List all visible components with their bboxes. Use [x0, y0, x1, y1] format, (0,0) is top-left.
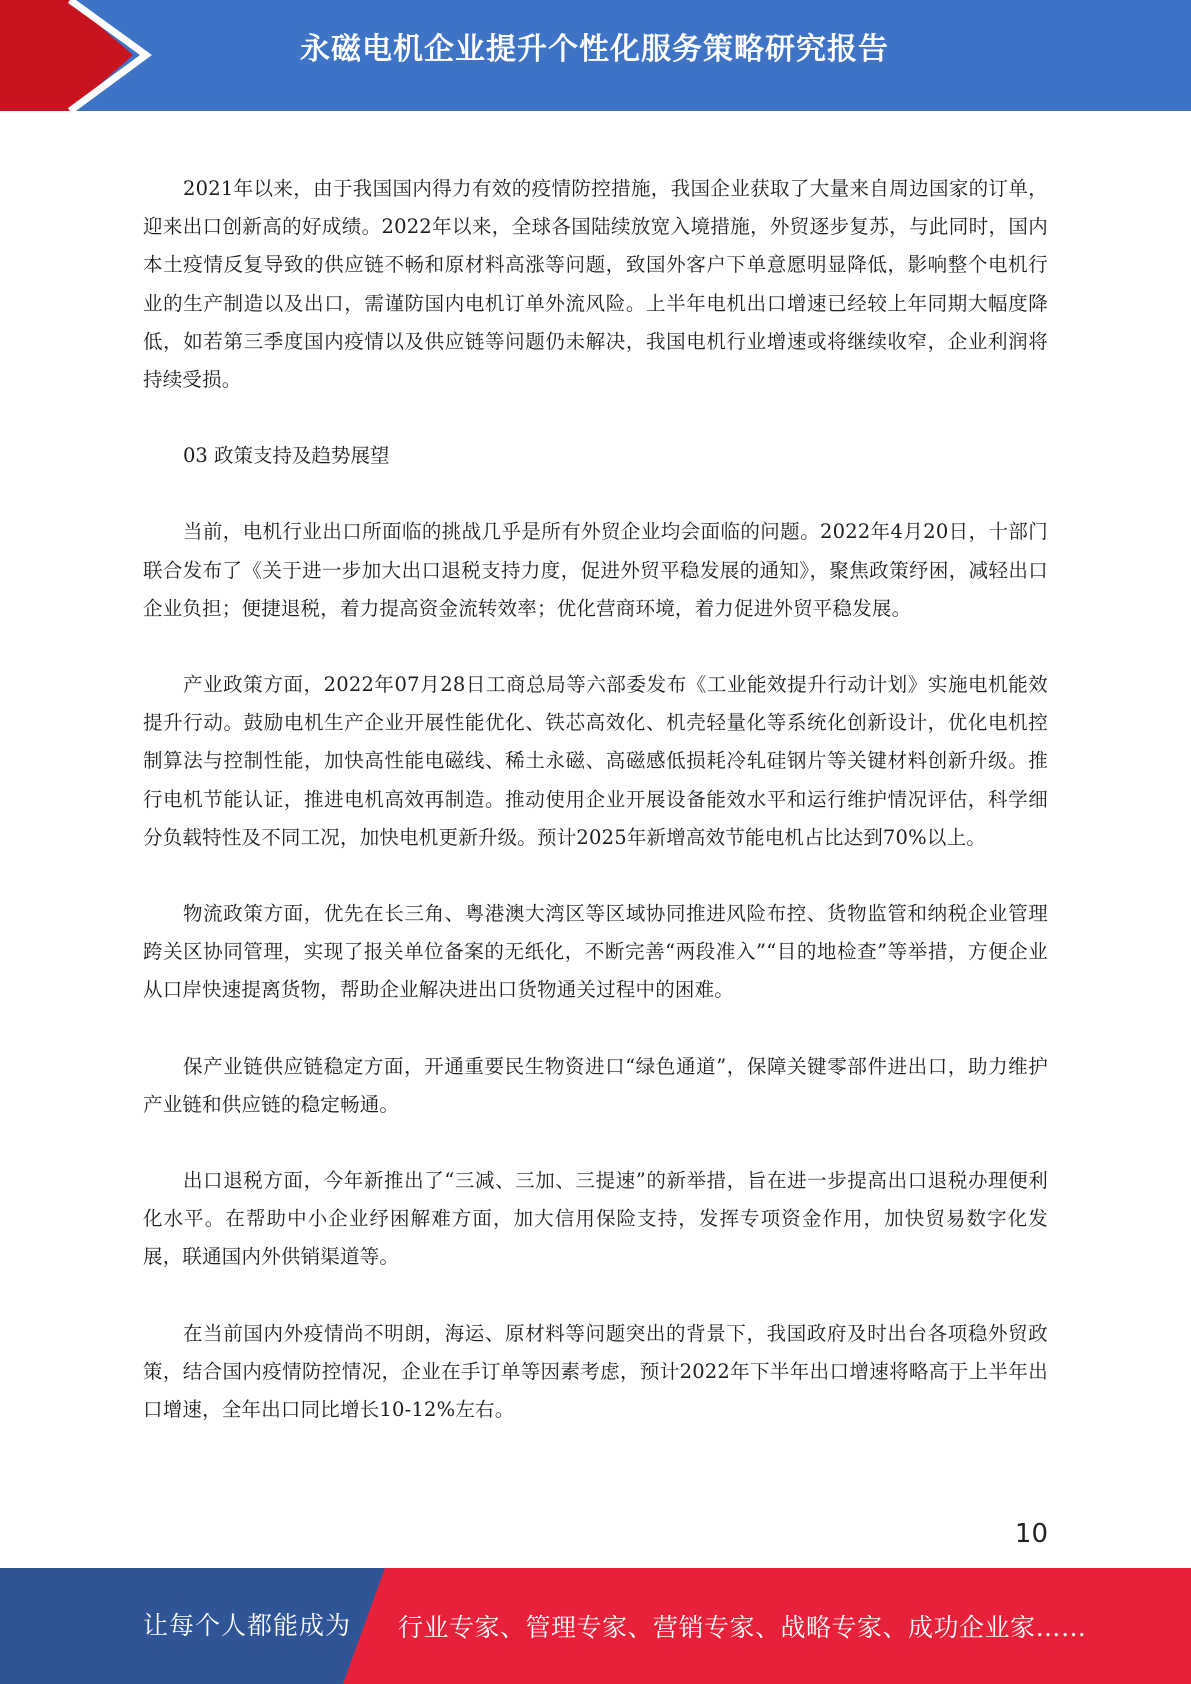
footer-slogan-left: 让每个人都能成为	[143, 1611, 352, 1640]
section-heading: 03 政策支持及趋势展望	[183, 444, 390, 468]
paragraph-logistics-policy: 物流政策方面，优先在长三角、粤港澳大湾区等区域协同推进风险布控、货物监管和纳税企业管理跨关区协同管理，实现了报关单位备案的无纸化，不断完善“两段准入”“目的地检查”等举措，方便企业从口岸快速提离货物，帮助企业解决进出口货物通关过程中的困难。	[143, 902, 1048, 1002]
paragraph-challenges: 当前，电机行业出口所面临的挑战几乎是所有外贸企业均会面临的问题。2022年4月20日，十部门联合发布了《关于进一步加大出口退税支持力度，促进外贸平稳发展的通知》，聚焦政策纾困，减轻出口企业负担；便捷退税，着力提高资金流转效率；优化营商环境，着力促进外贸平稳发展。	[143, 520, 1048, 620]
footer-slogan-right: 行业专家、管理专家、营销专家、战略专家、成功企业家……	[398, 1613, 1087, 1642]
report-title: 永磁电机企业提升个性化服务策略研究报告	[300, 32, 889, 67]
report-header	[0, 0, 1191, 111]
paragraph-supply-chain: 保产业链供应链稳定方面，开通重要民生物资进口“绿色通道”，保障关键零部件进出口，助力维护产业链和供应链的稳定畅通。	[143, 1054, 1048, 1116]
document-body	[143, 170, 1048, 1467]
paragraph-outlook: 在当前国内外疫情尚不明朗，海运、原材料等问题突出的背景下，我国政府及时出台各项稳外贸政策，结合国内疫情防控情况，企业在手订单等因素考虑，预计2022年下半年出口增速将略高于上半年出口增速，全年出口同比增长10-12%左右。	[143, 1321, 1048, 1422]
page-number: 10	[1014, 1519, 1048, 1549]
paragraph-export-tax: 出口退税方面，今年新推出了“三减、三加、三提速”的新举措，旨在进一步提高出口退税办理便利化水平。在帮助中小企业纾困解难方面，加大信用保险支持，发挥专项资金作用，加快贸易数字化发展，联通国内外供销渠道等。	[143, 1169, 1048, 1269]
report-footer	[0, 1568, 1191, 1684]
paragraph-industry-policy: 产业政策方面，2022年07月28日工商总局等六部委发布《工业能效提升行动计划》实施电机能效提升行动。鼓励电机生产企业开展性能优化、铁芯高效化、机壳轻量化等系统化创新设计，优化电机控制算法与控制性能，加快高性能电磁线、稀土永磁、高磁感低损耗冷轧硅钢片等关键材料创新升级。推行电机节能认证，推进电机高效再制造。推动使用企业开展设备能效水平和运行维护情况评估，科学细分负载特性及不同工况，加快电机更新升级。预计2025年新增高效节能电机占比达到70%以上。	[143, 673, 1048, 849]
paragraph-intro: 2021年以来，由于我国国内得力有效的疫情防控措施，我国企业获取了大量来自周边国家的订单，迎来出口创新高的好成绩。2022年以来，全球各国陆续放宽入境措施，外贸逐步复苏，与此同时，国内本土疫情反复导致的供应链不畅和原材料高涨等问题，致国外客户下单意愿明显降低，影响整个电机行业的生产制造以及出口，需谨防国内电机订单外流风险。上半年电机出口增速已经较上年同期大幅度降低，如若第三季度国内疫情以及供应链等问题仍未解决，我国电机行业增速或将继续收窄，企业利润将持续受损。	[143, 177, 1048, 392]
header-chevron-decoration	[0, 0, 160, 111]
